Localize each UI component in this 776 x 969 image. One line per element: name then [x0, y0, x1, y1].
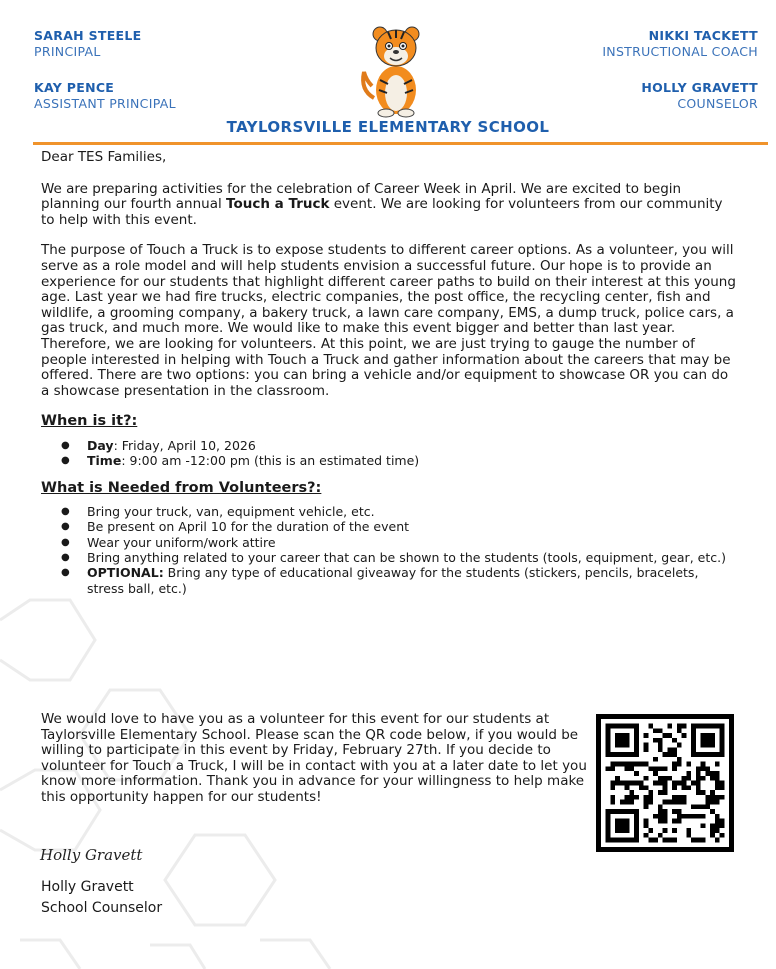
signer-block: [41, 877, 162, 919]
header-right-1: [602, 28, 758, 60]
staff-role: PRINCIPAL: [34, 44, 101, 59]
header-right-2: [641, 80, 758, 112]
header-divider: [33, 142, 768, 145]
time-label: Time: [87, 453, 122, 469]
signer-name: Holly Gravett: [41, 879, 134, 895]
list-item: [41, 438, 736, 453]
optional-label: OPTIONAL:: [87, 565, 164, 581]
qr-code-icon[interactable]: [596, 714, 734, 852]
letter-body: [41, 150, 736, 606]
staff-name: SARAH STEELE: [34, 28, 142, 43]
optional-text: Bring any type of educational giveaway for the students (stickers, pencils, bracelets, stress ball, etc.): [87, 565, 699, 596]
staff-role: COUNSELOR: [677, 96, 758, 111]
staff-name: HOLLY GRAVETT: [641, 80, 758, 95]
needed-heading: What is Needed from Volunteers?:: [41, 479, 322, 496]
header-left-2: [34, 80, 176, 112]
staff-role: INSTRUCTIONAL COACH: [602, 44, 758, 59]
needed-list: [41, 504, 736, 596]
intro-paragraph: [41, 182, 736, 229]
staff-name: NIKKI TACKETT: [648, 28, 758, 43]
list-item: [41, 453, 736, 468]
purpose-paragraph: The purpose of Touch a Truck is to expose students to different career options. As a volunteer, you will serve as a role model and will help students envision a successful future. Our hope is to provide an experience for our students that highlight different career paths to build on their interest at this young age. Last year we had fire trucks, electric companies, the post office, the recycling center, fish and wildlife, a grooming company, a bakery truck, a lawn care company, EMS, a dump truck, police cars, a gas truck, and much more. We would like to make this event bigger and better than last year. Therefore, we are looking for volunteers. At this point, we are just trying to gauge the number of people interested in helping with Touch a Truck and gather information about the careers that may be offered. There are two options: you can bring a vehicle and/or equipment to showcase OR you can do a showcase presentation in the classroom.: [41, 242, 736, 399]
when-list: [41, 438, 736, 469]
list-item: ● Be present on April 10 for the duration of the event: [41, 519, 736, 534]
list-item: ● Bring anything related to your career that can be shown to the students (tools, equipment, gear, etc.): [41, 550, 736, 565]
day-label: Day: [87, 437, 114, 453]
intro-text-end: event. We are looking for volunteers from our community to help with this event.: [41, 196, 723, 228]
day-value: : Friday, April 10, 2026: [113, 437, 256, 453]
list-item: ● Bring your truck, van, equipment vehicle, etc.: [41, 504, 736, 519]
signature: Holly Gravett: [40, 846, 143, 864]
header-left-1: [34, 28, 142, 60]
tiger-mascot-icon: [356, 20, 436, 118]
salutation: Dear TES Families,: [41, 149, 167, 165]
school-name: TAYLORSVILLE ELEMENTARY SCHOOL: [226, 118, 550, 136]
event-name: Touch a Truck: [226, 196, 330, 213]
closing-paragraph: We would love to have you as a volunteer for this event for our students at Taylorsville Elementary School. Please scan the QR code below, if you would be willing to participate in this event by Friday, February 27th. If you decide to volunteer for Touch a Truck, I will be in contact with you at a later date to let you know more information. Thank you in advance for your willingness to help make this opportunity happen for our students!: [41, 711, 587, 805]
time-value: : 9:00 am -12:00 pm (this is an estimated time): [121, 453, 420, 469]
when-heading: When is it?:: [41, 413, 138, 430]
list-item: [41, 565, 736, 596]
signer-title: School Counselor: [41, 900, 163, 916]
staff-role: ASSISTANT PRINCIPAL: [34, 96, 176, 111]
list-item: ● Wear your uniform/work attire: [41, 535, 736, 550]
staff-name: KAY PENCE: [34, 80, 115, 95]
intro-text-start: We are preparing activities for the celebration of Career Week in April. We are excited to begin planning our fourth annual: [41, 180, 682, 213]
